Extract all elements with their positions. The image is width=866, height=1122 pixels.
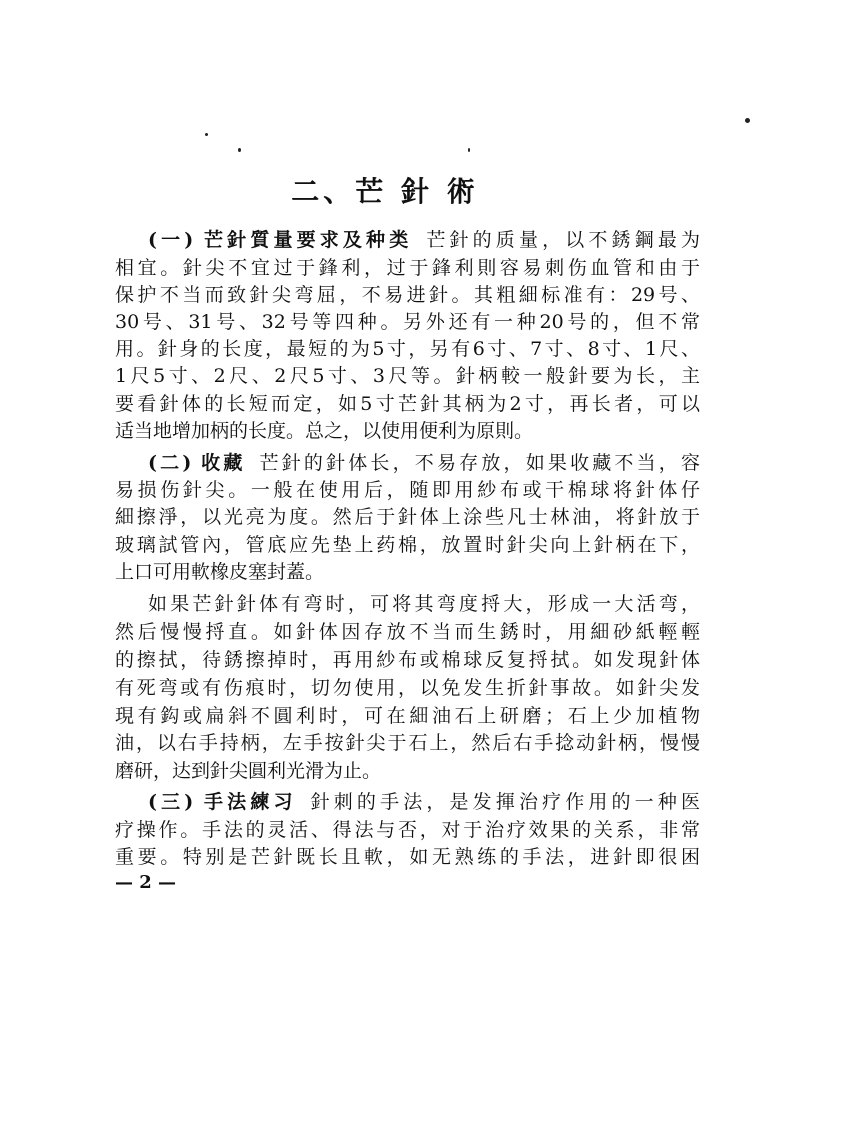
text-line (115, 620, 700, 644)
text-line (115, 283, 700, 307)
text-line (115, 759, 700, 783)
text-line (115, 818, 700, 842)
line-text: 如果芒針針体有弯时，可将其弯度捋大，形成一大活弯， (148, 593, 700, 615)
text-line (115, 845, 700, 869)
scan-speck (205, 133, 208, 136)
text-line (115, 648, 700, 672)
scan-speck (238, 148, 241, 152)
line-text: 要看針体的长短而定，如5寸芒針其柄为2寸，再长者，可以 (115, 393, 700, 415)
line-text: 芒針的质量，以不銹鋼最为 (426, 229, 700, 251)
line-text: 相宜。針尖不宜过于鋒利，过于鋒利則容易刺伤血管和由于 (115, 257, 700, 279)
text-line (115, 676, 700, 700)
line-text: 用。針身的长度，最短的为5寸，另有6寸、7寸、8寸、1尺、 (115, 338, 700, 360)
line-text: 然后慢慢捋直。如針体因存放不当而生銹时，用細砂紙輕輕 (115, 621, 700, 643)
line-text: 的擦拭，待銹擦掉时，再用紗布或棉球反复捋拭。如发現針体 (115, 649, 700, 671)
text-line (115, 419, 700, 443)
chapter-title: 二、芒 針 術 (291, 175, 479, 208)
line-text: 上口可用軟橡皮塞封蓋。 (115, 561, 325, 583)
text-line (115, 310, 700, 334)
line-text: 易损伤針尖。一般在使用后，随即用紗布或干棉球将針体仔 (115, 479, 700, 501)
scan-speck (468, 148, 470, 152)
text-line (148, 228, 700, 252)
line-text: 保护不当而致針尖弯屈，不易进針。其粗細标准有：29号、 (115, 284, 700, 306)
line-text: 現有鈎或扁斜不圓利时，可在細油石上研磨；石上少加植物 (115, 705, 700, 727)
text-line (148, 790, 700, 814)
section-heading: (一) 芒針質量要求及种类 (148, 229, 413, 251)
scan-speck (745, 118, 750, 123)
line-text: 30号、31号、32号等四种。另外还有一种20号的，但不常 (115, 311, 700, 333)
text-line (148, 451, 700, 475)
line-text: 玻璃試管內，管底应先垫上药棉，放置时針尖向上針柄在下， (115, 534, 700, 556)
text-line (115, 392, 700, 416)
text-line (115, 731, 700, 755)
section-heading: (三) 手法練习 (148, 791, 297, 813)
text-line (115, 364, 700, 388)
line-text: 針刺的手法，是发揮治疗作用的一种医 (310, 791, 700, 813)
line-text: 1尺5寸、2尺、2尺5寸、3尺等。針柄較一般針要为长，主 (115, 365, 700, 387)
text-line (115, 505, 700, 529)
line-text: 油，以右手持柄，左手按針尖于石上，然后右手捻动針柄，慢慢 (115, 732, 700, 754)
text-line (115, 533, 700, 557)
text-line (115, 256, 700, 280)
line-text: 有死弯或有伤痕时，切勿使用，以免发生折針事故。如針尖发 (115, 677, 700, 699)
section-heading: (二) 收藏 (148, 452, 246, 474)
line-text: 芒針的針体长，不易存放，如果收藏不当，容 (259, 452, 700, 474)
line-text: 重要。特别是芒針既长且軟，如无熟练的手法，进針即很困 (115, 846, 700, 868)
text-line (115, 704, 700, 728)
line-text: 适当地增加柄的长度。总之，以使用便利为原則。 (115, 420, 534, 442)
text-line (115, 560, 700, 584)
page-number: — 2 — (115, 872, 177, 893)
line-text: 疗操作。手法的灵活、得法与否，对于治疗效果的关系，非常 (115, 819, 700, 841)
line-text: 細擦淨，以光亮为度。然后于針体上涂些凡士林油，将針放于 (115, 506, 700, 528)
line-text: 磨研，达到針尖圓利光滑为止。 (115, 760, 382, 782)
text-line (115, 337, 700, 361)
text-line (148, 592, 700, 616)
text-line (115, 478, 700, 502)
